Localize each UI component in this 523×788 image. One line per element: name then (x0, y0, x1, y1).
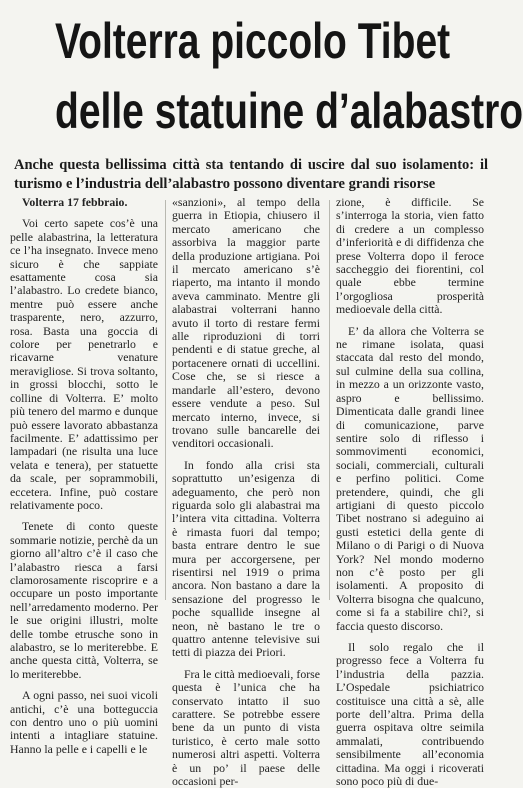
paragraph: «sanzioni», al tempo della guerra in Etiopia, chiusero il mercato americano che assorbiva la maggior parte della produzione artigiana. Poi il mercato americano s’è riaperto, ma intanto il mondo aveva camminato. Mentre gli alabastrai volterrani hanno avuto il torto di restare fermi alle riproduzioni di torri pendenti e di statue greche, al portacenere ornati di uccellini. Cose che, se si riesce a mandarle all’estero, devono essere vendute a peso. Sul mercato interno, invece, si trovano sulle bancarelle dei venditori occasionali. (172, 195, 320, 451)
article-column-3 (336, 195, 484, 788)
paragraph: Voi certo sapete cos’è una pelle alabastrina, la letteratura ce l’ha insegnato. Invece meno sicuro è che sappiate esattamente cosa sia l’alabastro. Lo credete bianco, mentre può essere anche trasparente, nero, azzurro, rosa. Basta una goccia di colore per penetrarlo e ricavarne venature meravigliose. Si trova soltanto, in grossi blocchi, sotto le colline di Volterra. E’ molto più tenero del marmo e dunque può essere lavorato abbastanza facilmente. E’ adattissimo per lampadari (ne risulta una luce velata e tenera), per statuette da scale, per soprammobili, eccetera. Infine, può costare relativamente poco. (10, 216, 158, 512)
paragraph: zione, è difficile. Se s’interroga la storia, vien fatto di credere a un complesso d’inferiorità e di diffidenza che prese Volterra dopo il feroce saccheggio dei fiorentini, col quale ebbe termine l’orgogliosa prosperità medioevale della città. (336, 195, 484, 317)
headline-line-2: delle statuine d’alabastro (55, 83, 523, 139)
column-rule-1 (165, 200, 166, 600)
paragraph: A ogni passo, nei suoi vicoli antichi, c’è una botteguccia con dentro uno o più uomini intenti a intagliare statuine. Hanno la pelle e i capelli e le (10, 688, 158, 756)
headline-line-1: Volterra piccolo Tibet (55, 13, 451, 69)
article-column-2 (172, 195, 320, 788)
dateline (10, 196, 158, 209)
subheadline: Anche questa bellissima città sta tentando di uscire dal suo isolamento: il turismo e l’industria dell’alabastro possono diventare grandi risorse (14, 157, 488, 192)
column-rule-2 (329, 200, 330, 600)
dateline-text: Volterra 17 febbraio. (22, 195, 128, 209)
article-column-1 (10, 195, 158, 756)
paragraph: E’ da allora che Volterra se ne rimane isolata, quasi staccata dal resto del mondo, sul culmine della sua collina, in mezzo a un orizzonte vasto, aspro e bellissimo. Dimenticata dalle grandi linee di comunicazione, parve sentire solo di riflesso i sommovimenti economici, sociali, commerciali, culturali e perfino politici. Come pretendere, quindi, che gli artigiani di questo piccolo Tibet nostrano si adeguino ai gusti estetici della gente di Milano o di Parigi o di Nuova York? Nel mondo moderno non c’è posto per gli isolamenti. A proposito di Volterra bisogna che qualcuno, come si fa a stabilire chi?, si faccia questo discorso. (336, 323, 484, 633)
paragraph: In fondo alla crisi sta soprattutto un’esigenza di adeguamento, che però non riguarda solo gli alabastrai ma l’intera vita cittadina. Volterra è rimasta fuori dal tempo; basta entrare dentro le sue mura per accorgersene, per risentirsi nel 1919 o prima ancora. Non bastano a dare la sensazione del progresso le poche squallide insegne al neon, nè bastano le tre o quattro antenne televisive sui tetti di piazza dei Priori. (172, 457, 320, 660)
paragraph: Il solo regalo che il progresso fece a Volterra fu l’industria della pazzia. L’Ospedale psichiatrico costituisce una città a sè, alle porte dell’altra. Prima della guerra ospitava oltre seimila ammalati, contribuendo sensibilmente all’economia cittadina. Ma oggi i ricoverati sono poco più di due- (336, 640, 484, 788)
paragraph: Fra le città medioevali, forse questa è l’unica che ha conservato intatto il suo carattere. Se potrebbe essere bene da un punto di vista turistico, è certo male sotto numerosi altri aspetti. Volterra è un po’ il paese delle occasioni per- (172, 666, 320, 788)
paragraph: Tenete di conto queste sommarie notizie, perchè da un giorno all’altro c’è il caso che l’alabastro riesca a farsi clamorosamente riscoprire e a occupare un posto importante nell’arredamento moderno. Per le sue origini illustri, molte delle tombe etrusche sono in alabastro, se lo meriterebbe. E anche questa città, Volterra, se lo meriterebbe. (10, 519, 158, 681)
